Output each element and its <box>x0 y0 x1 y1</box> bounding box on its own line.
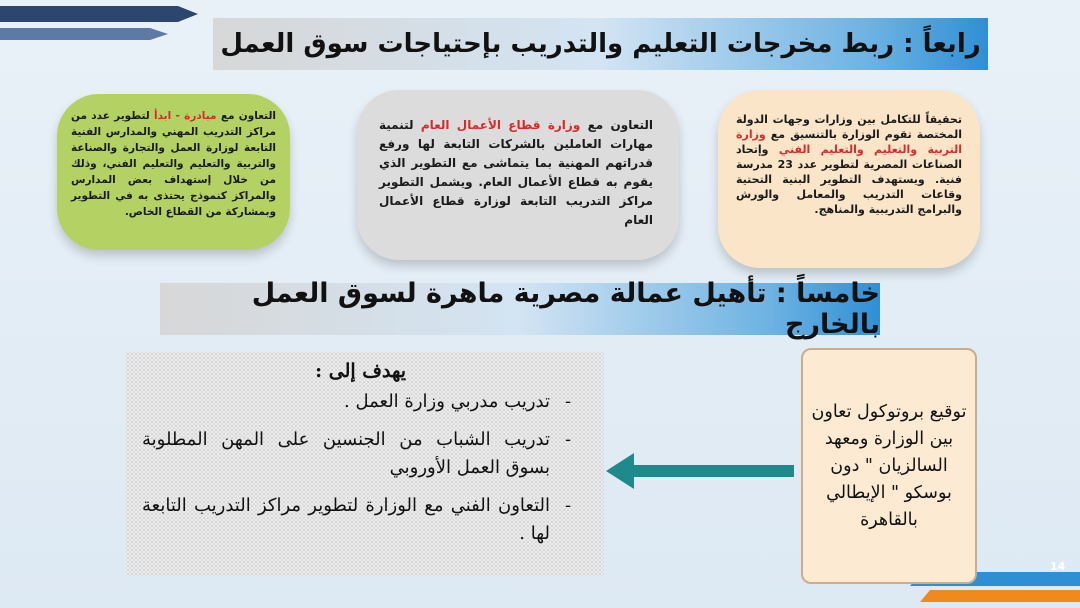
goal-item <box>142 492 586 548</box>
goal-text: تدريب مدربي وزارة العمل . <box>344 391 550 412</box>
goal-text: التعاون الفني مع الوزارة لتطوير مراكز التدريب التابعة لها . <box>142 495 550 544</box>
bullet-dash: - <box>564 391 572 412</box>
card-text: لتنمية مهارات العاملين بالشركات التابعة لها ورفع قدراتهم المهنية بما يتماشى مع التطوير الذي يقوم به قطاع الأعمال العام. ويشمل التطوير مراكز التدريب التابعة لوزارة قطاع الأعمال العام <box>379 118 653 227</box>
protocol-box <box>801 348 977 584</box>
card-highlight: مبادرة - ابدأ <box>154 110 217 122</box>
section-4-title: رابعاً : ربط مخرجات التعليم والتدريب بإحتياجات سوق العمل <box>213 18 988 70</box>
goal-text: تدريب الشباب من الجنسين على المهن المطلوبة بسوق العمل الأوروبي <box>142 429 550 478</box>
goal-item <box>142 426 586 482</box>
card-text: التعاون مع <box>580 118 653 132</box>
card-text: التعاون مع <box>216 110 276 122</box>
card-text: لتطوير عدد من مراكز التدريب المهني والمدارس الفنية التابعة لوزارة العمل والتجارة والصناعة والتربية والتعليم والتعليم الفني، وذلك من خلال إستهداف بعض المدارس والمراكز كنموذج يحتذى به في التطوير وبمشاركة من القطاع الخاص. <box>71 110 276 218</box>
goals-box <box>126 352 604 576</box>
top-left-decoration <box>0 0 210 46</box>
goals-title: يهدف إلى : <box>315 360 406 382</box>
bullet-dash: - <box>564 495 572 516</box>
goal-item <box>142 388 586 416</box>
card-text: تحقيقاً للتكامل بين وزارات وجهات الدولة المختصة تقوم الوزارة بالتنسيق مع <box>736 113 962 141</box>
card-text: وإتحاد الصناعات المصرية لتطوير عدد 23 مدرسة فنية. ويستهدف التطوير البنية التحتية وقاعات التدريب والمعامل والورش والبرامج التدريبية والمناهج. <box>736 143 962 216</box>
protocol-text: توقيع بروتوكول تعاون بين الوزارة ومعهد السالزيان " دون بوسكو " الإيطالي بالقاهرة <box>811 401 967 530</box>
card-highlight: وزارة التربية والتعليم والتعليم الفني <box>736 128 962 156</box>
card-education-ministry <box>718 90 980 268</box>
page-number: 14 <box>1050 560 1066 573</box>
bullet-dash: - <box>564 429 572 450</box>
section-5-title: خامساً : تأهيل عمالة مصرية ماهرة لسوق العمل بالخارج <box>160 283 880 335</box>
card-public-business-sector <box>357 90 679 260</box>
card-ibda-initiative <box>57 94 290 250</box>
card-highlight: وزارة قطاع الأعمال العام <box>420 118 581 132</box>
arrow-left-icon <box>604 447 796 495</box>
